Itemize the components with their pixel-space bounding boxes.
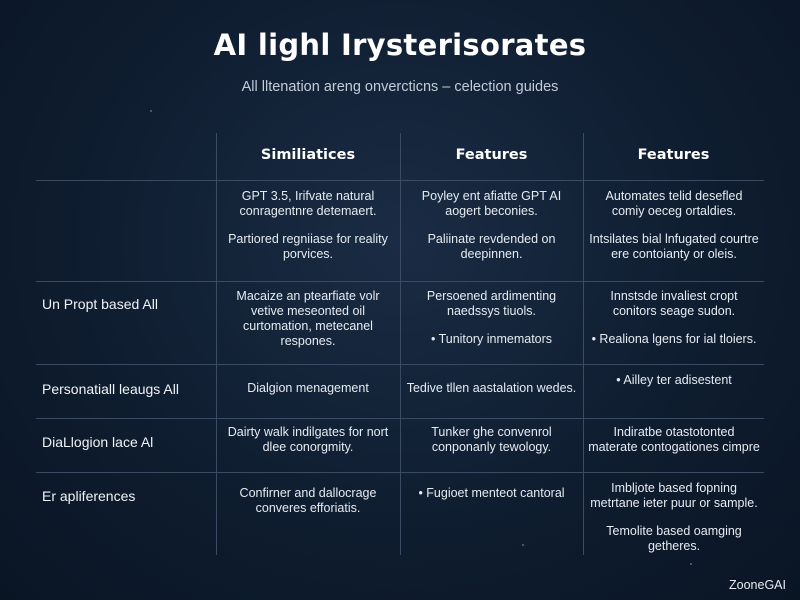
grid-divider <box>400 133 401 555</box>
table-cell <box>404 381 579 409</box>
background-speck <box>522 544 524 546</box>
table-cell <box>588 289 760 360</box>
table-cell <box>588 373 760 401</box>
cell-text: • Realiona lgens for ial tloiers. <box>591 332 757 346</box>
page-title: AI lighl Irysterisorates <box>213 28 587 62</box>
cell-text: Tunker ghe convenrol conponanly tewology. <box>431 425 552 454</box>
table-cell <box>220 189 396 275</box>
grid-divider <box>36 180 764 181</box>
background-speck <box>150 110 152 112</box>
cell-text: • Fugioet menteot cantoral <box>418 486 565 500</box>
row-label: Er apliferences <box>42 488 136 504</box>
table-cell <box>588 189 760 275</box>
cell-text: • Ailley ter adisestent <box>616 373 732 387</box>
cell-text: Innstsde invaliest cropt conitors seage sudon. <box>610 289 738 318</box>
cell-text: Tedive tllen aastalation wedes. <box>406 381 577 395</box>
table-cell <box>220 381 396 409</box>
column-header: Similiatices <box>260 147 356 163</box>
cell-text: Temolite based oamging getheres. <box>606 524 742 553</box>
cell-text: Intsilates bial lnfugated courtre ere contoianty or oleis. <box>589 232 759 261</box>
row-label: Personatiall leaugs All <box>42 381 179 397</box>
row-label: Un Propt based All <box>42 296 158 312</box>
table-cell <box>220 425 396 468</box>
row-label: DiaLlogion lace Al <box>42 434 154 450</box>
cell-text: Dairty walk indilgates for nort dlee conorgmity. <box>227 425 389 454</box>
grid-divider <box>216 133 217 555</box>
table-cell <box>588 425 760 468</box>
grid-divider <box>36 472 764 473</box>
table-cell <box>404 425 579 468</box>
cell-text: Macaize an ptearfiate volr vetive meseonted oil curtomation, metecanel respones. <box>236 289 380 348</box>
table-cell <box>220 289 396 362</box>
cell-text: Dialgion menagement <box>247 381 369 395</box>
cell-text: Indiratbe otastotonted materate contogationes cimpre <box>588 425 760 454</box>
watermark: ZooneGAI <box>729 578 786 592</box>
cell-text: • Tunitory inmemators <box>430 332 553 346</box>
table-cell <box>404 189 579 275</box>
grid-divider <box>36 281 764 282</box>
cell-text: Imbljote based fopning metrtane ieter puur or sample. <box>590 481 758 510</box>
cell-text: Automates telid desefled comiy oeceg ortaldies. <box>605 189 743 218</box>
grid-divider <box>36 364 764 365</box>
grid-divider <box>36 418 764 419</box>
column-header: Features <box>455 147 528 163</box>
cell-text: Partiored regniiase for reality porvices. <box>228 232 388 261</box>
cell-text: Paliinate revdended on deepinnen. <box>427 232 556 261</box>
table-cell <box>220 486 396 529</box>
grid-divider <box>583 133 584 555</box>
cell-text: Persoened ardimenting naedssys tiuols. <box>426 289 557 318</box>
page-subtitle: All lltenation areng onvercticns – celection guides <box>241 79 559 95</box>
cell-text: GPT 3.5, Irifvate natural conragentnre detemaert. <box>239 189 377 218</box>
cell-text: Poyley ent afiatte GPT AI aogert beconies. <box>421 189 562 218</box>
column-header: Features <box>637 147 710 163</box>
table-cell <box>404 289 579 360</box>
cell-text: Confirner and dallocrage converes efforiatis. <box>239 486 377 515</box>
table-cell <box>404 486 579 514</box>
background-speck <box>690 563 692 565</box>
table-cell <box>588 481 760 567</box>
